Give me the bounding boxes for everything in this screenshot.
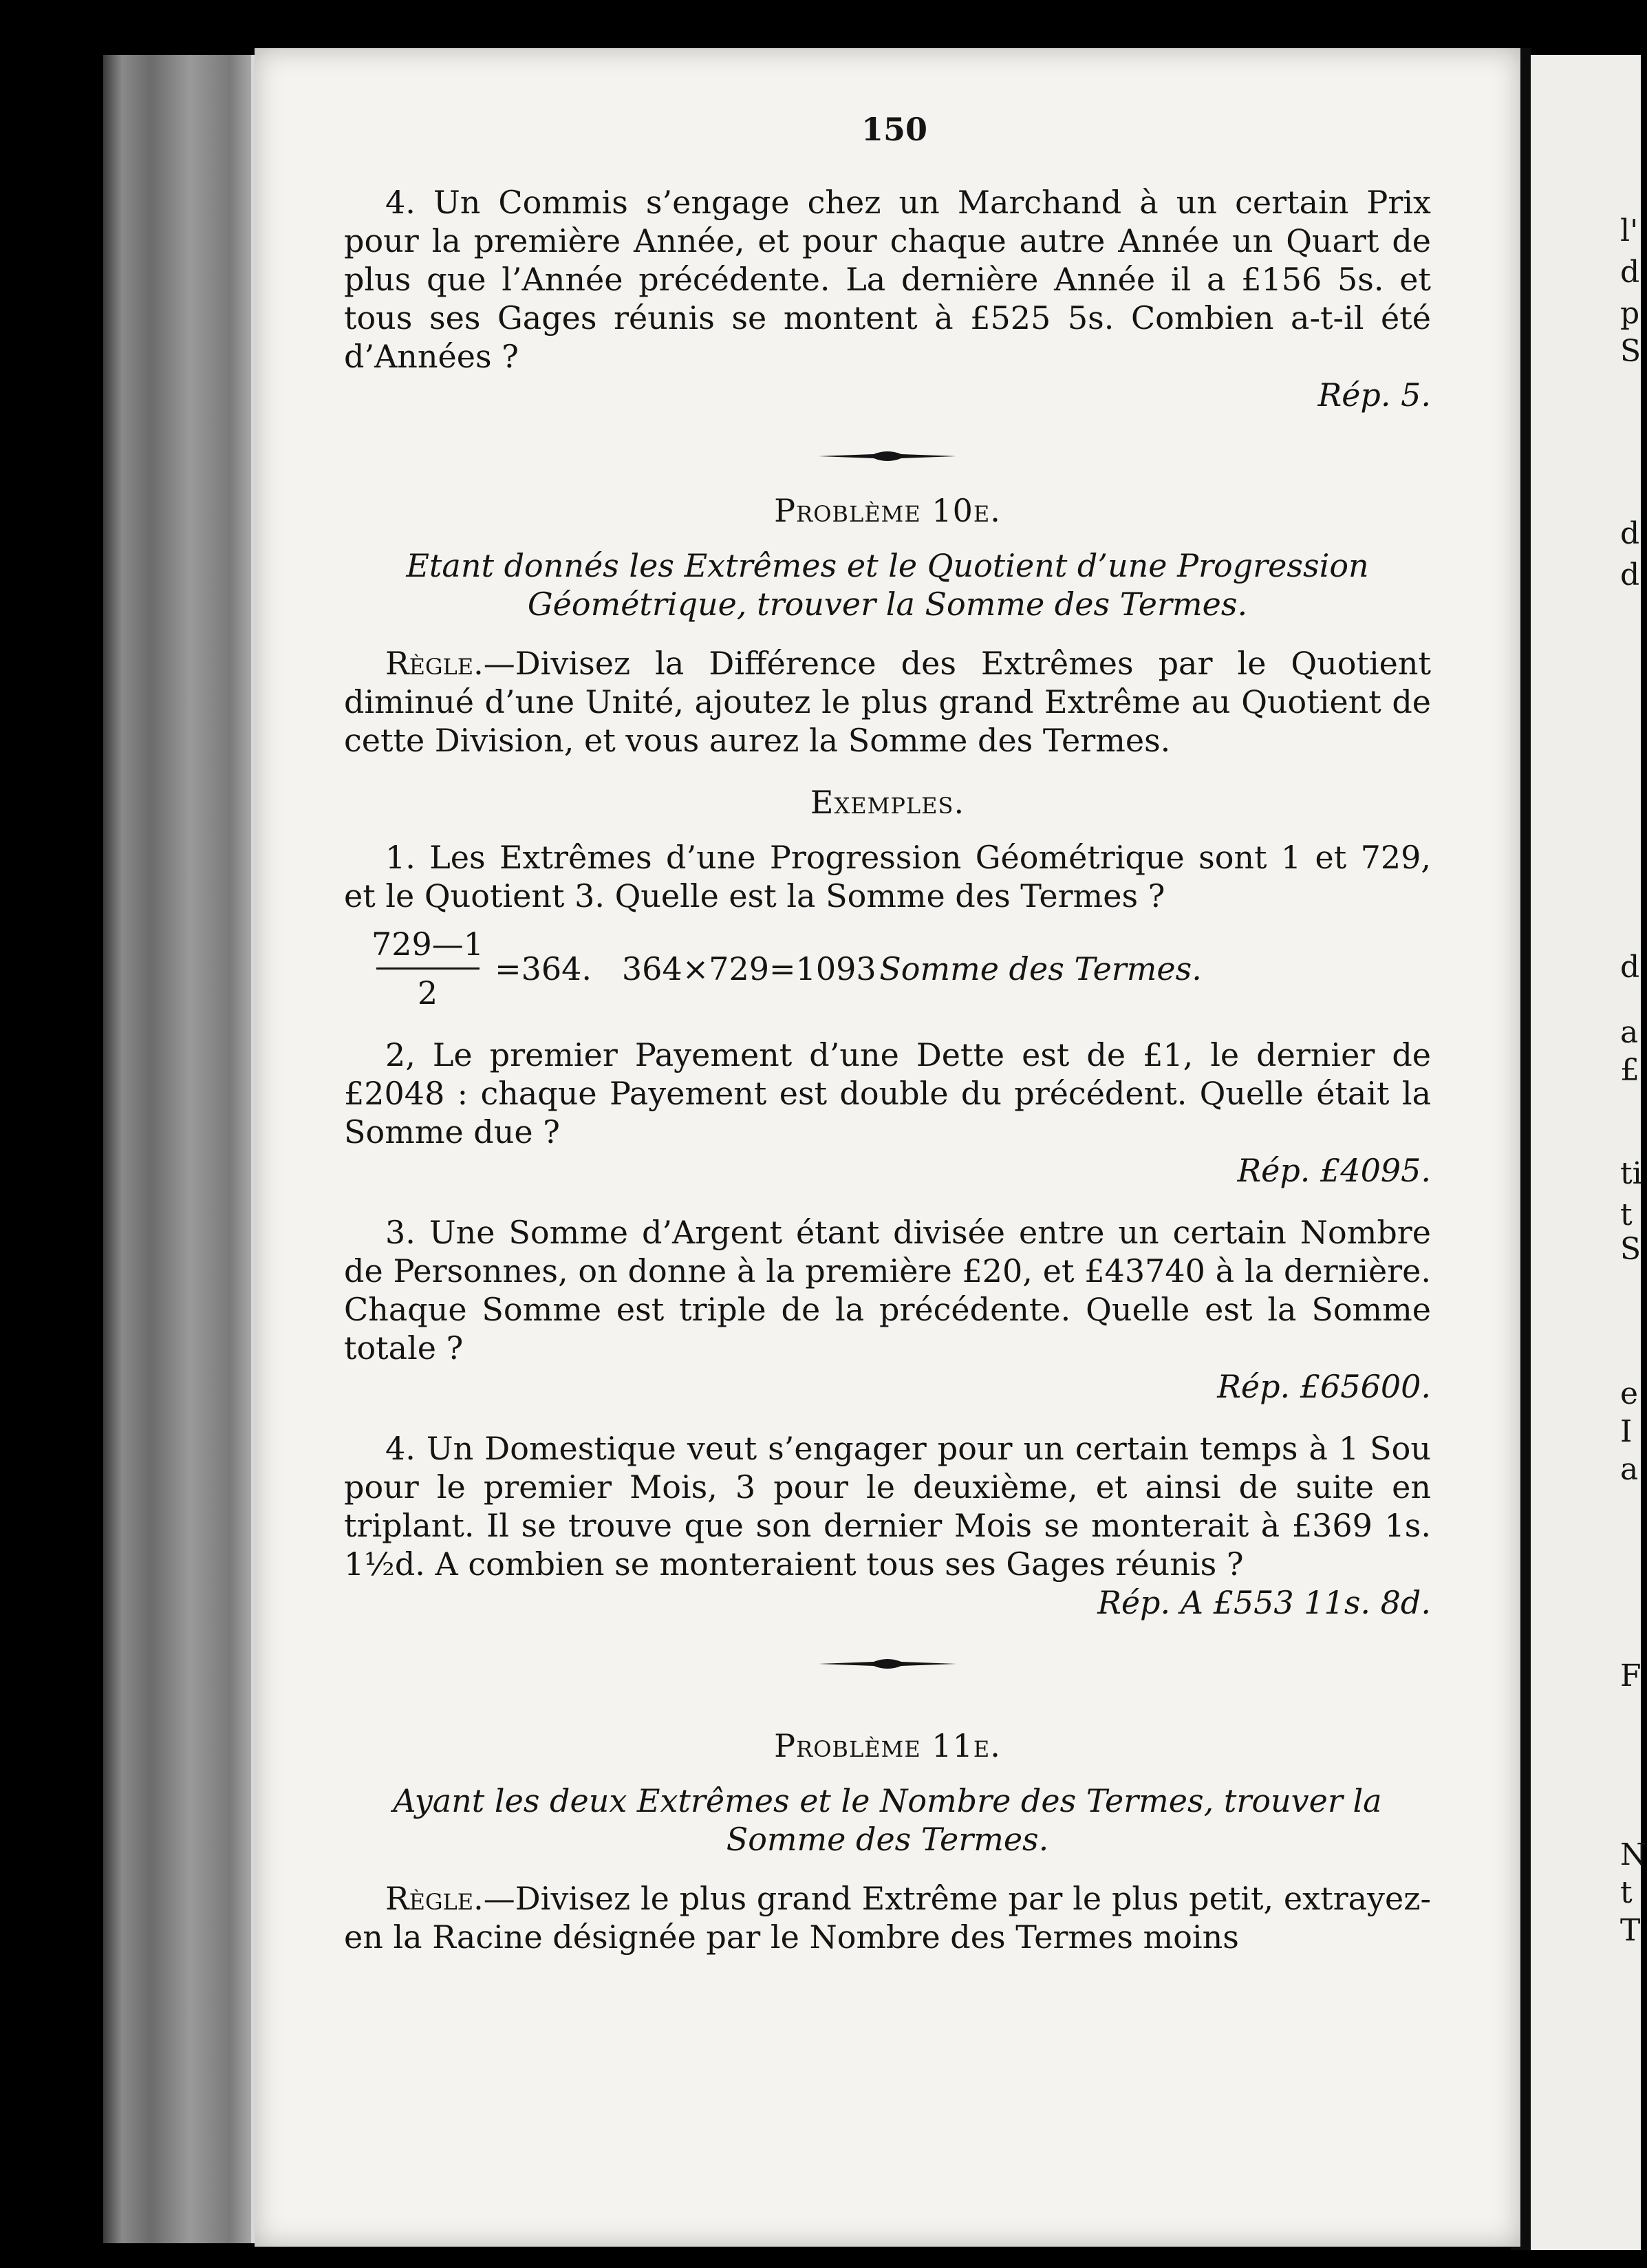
- problem-10-rule: [344, 644, 1431, 760]
- facing-page-fragment: t: [1620, 1197, 1633, 1232]
- example-3-text: 3. Une Somme d’Argent étant divisée entre un certain Nombre de Personnes, on donne à la première £20, et £43740 à la dernière. Chaque Somme est triple de la précédente. Quelle est la Somme totale ?: [344, 1214, 1431, 1367]
- facing-page-fragment: ti: [1620, 1156, 1642, 1191]
- facing-page-fragment: a: [1620, 1452, 1639, 1487]
- facing-page-fragment: l': [1620, 213, 1639, 248]
- rule-text: —Divisez le plus grand Extrême par le plus petit, extrayez-en la Racine désignée par le Nombre des Termes moins: [344, 1880, 1431, 1956]
- facing-page-fragment: £: [1620, 1053, 1639, 1088]
- example-3-answer: Rép. £65600.: [1217, 1368, 1431, 1405]
- fraction-numerator: 729—1: [372, 926, 484, 963]
- book-page: [255, 48, 1520, 2247]
- facing-page-fragment: p: [1620, 296, 1640, 331]
- problem-11-heading: Problème 11e.: [774, 1727, 1001, 1764]
- calculation-result-text: =364. 364×729=1093: [495, 950, 876, 987]
- problem-11-subtitle: Ayant les deux Extrêmes et le Nombre des Termes, trouver la Somme des Termes.: [393, 1782, 1382, 1858]
- example-4-text: 4. Un Domestique veut s’engager pour un certain temps à 1 Sou pour le premier Mois, 3 pour le deuxième, et ainsi de suite en triplant. Il se trouve que son dernier Mois se monterait à £369 1s. 1½d. A combien se monteraient tous ses Gages réunis ?: [344, 1430, 1431, 1583]
- problem-4-answer: Rép. 5.: [1317, 376, 1431, 414]
- facing-page-fragment: T: [1620, 1913, 1641, 1948]
- facing-page-fragment: d: [1620, 557, 1640, 592]
- calculation-result: [495, 950, 1202, 988]
- problem-4-text: 4. Un Commis s’engage chez un Marchand à un certain Prix pour la première Année, et pour chaque autre Année un Quart de plus que l’Année précédente. La dernière Année il a £156 5s. et tous ses Gages réunis se montent à £525 5s. Combien a-t-il été d’Années ?: [344, 184, 1431, 375]
- facing-page-fragment: S: [1620, 1232, 1641, 1267]
- facing-page-fragment: S: [1620, 334, 1641, 369]
- facing-page-fragment: e: [1620, 1376, 1639, 1411]
- facing-page-fragment: t: [1620, 1875, 1633, 1910]
- facing-page-fragment: F: [1620, 1658, 1641, 1693]
- facing-page-fragment: a: [1620, 1015, 1639, 1050]
- rule-text: —Divisez la Différence des Extrêmes par le Quotient diminué d’une Unité, ajoutez le plus grand Extrême au Quotient de cette Division, et vous aurez la Somme des Termes.: [344, 645, 1431, 759]
- example-1-calculation: [372, 925, 1431, 1012]
- example-4-answer: Rép. A £553 11s. 8d.: [1097, 1584, 1431, 1621]
- book-spine-edge: [103, 55, 261, 2243]
- facing-page: [1531, 55, 1647, 2250]
- rule-label: Règle.: [385, 645, 484, 682]
- example-2-answer: Rép. £4095.: [1237, 1152, 1431, 1189]
- examples-heading: Exemples.: [810, 784, 965, 821]
- facing-page-fragment: N: [1620, 1837, 1647, 1872]
- facing-page-fragment: d: [1620, 516, 1640, 551]
- rule-label: Règle.: [385, 1880, 484, 1917]
- facing-page-fragment: I: [1620, 1414, 1633, 1449]
- facing-page-fragment: d: [1620, 950, 1640, 985]
- facing-page-fragment: d: [1620, 255, 1640, 290]
- fraction-denominator: 2: [417, 974, 438, 1012]
- problem-10-subtitle: Etant donnés les Extrêmes et le Quotient d’une Progression Géométrique, trouver la Somme des Termes.: [406, 547, 1369, 623]
- page-number: 150: [861, 111, 928, 148]
- fraction: [372, 925, 484, 1012]
- section-divider-ornament: [344, 1656, 1431, 1671]
- example-2-text: 2, Le premier Payement d’une Dette est de £1, le dernier de £2048 : chaque Payement est double du précédent. Quelle était la Somme due ?: [344, 1036, 1431, 1151]
- section-divider-ornament: [344, 449, 1431, 464]
- problem-11-rule: [344, 1879, 1431, 1956]
- problem-10-heading: Problème 10e.: [774, 492, 1001, 529]
- example-1-text: 1. Les Extrêmes d’une Progression Géométrique sont 1 et 729, et le Quotient 3. Quelle est la Somme des Termes ?: [344, 839, 1431, 914]
- calculation-result-label: Somme des Termes.: [879, 950, 1202, 987]
- page-content: [344, 110, 1431, 1956]
